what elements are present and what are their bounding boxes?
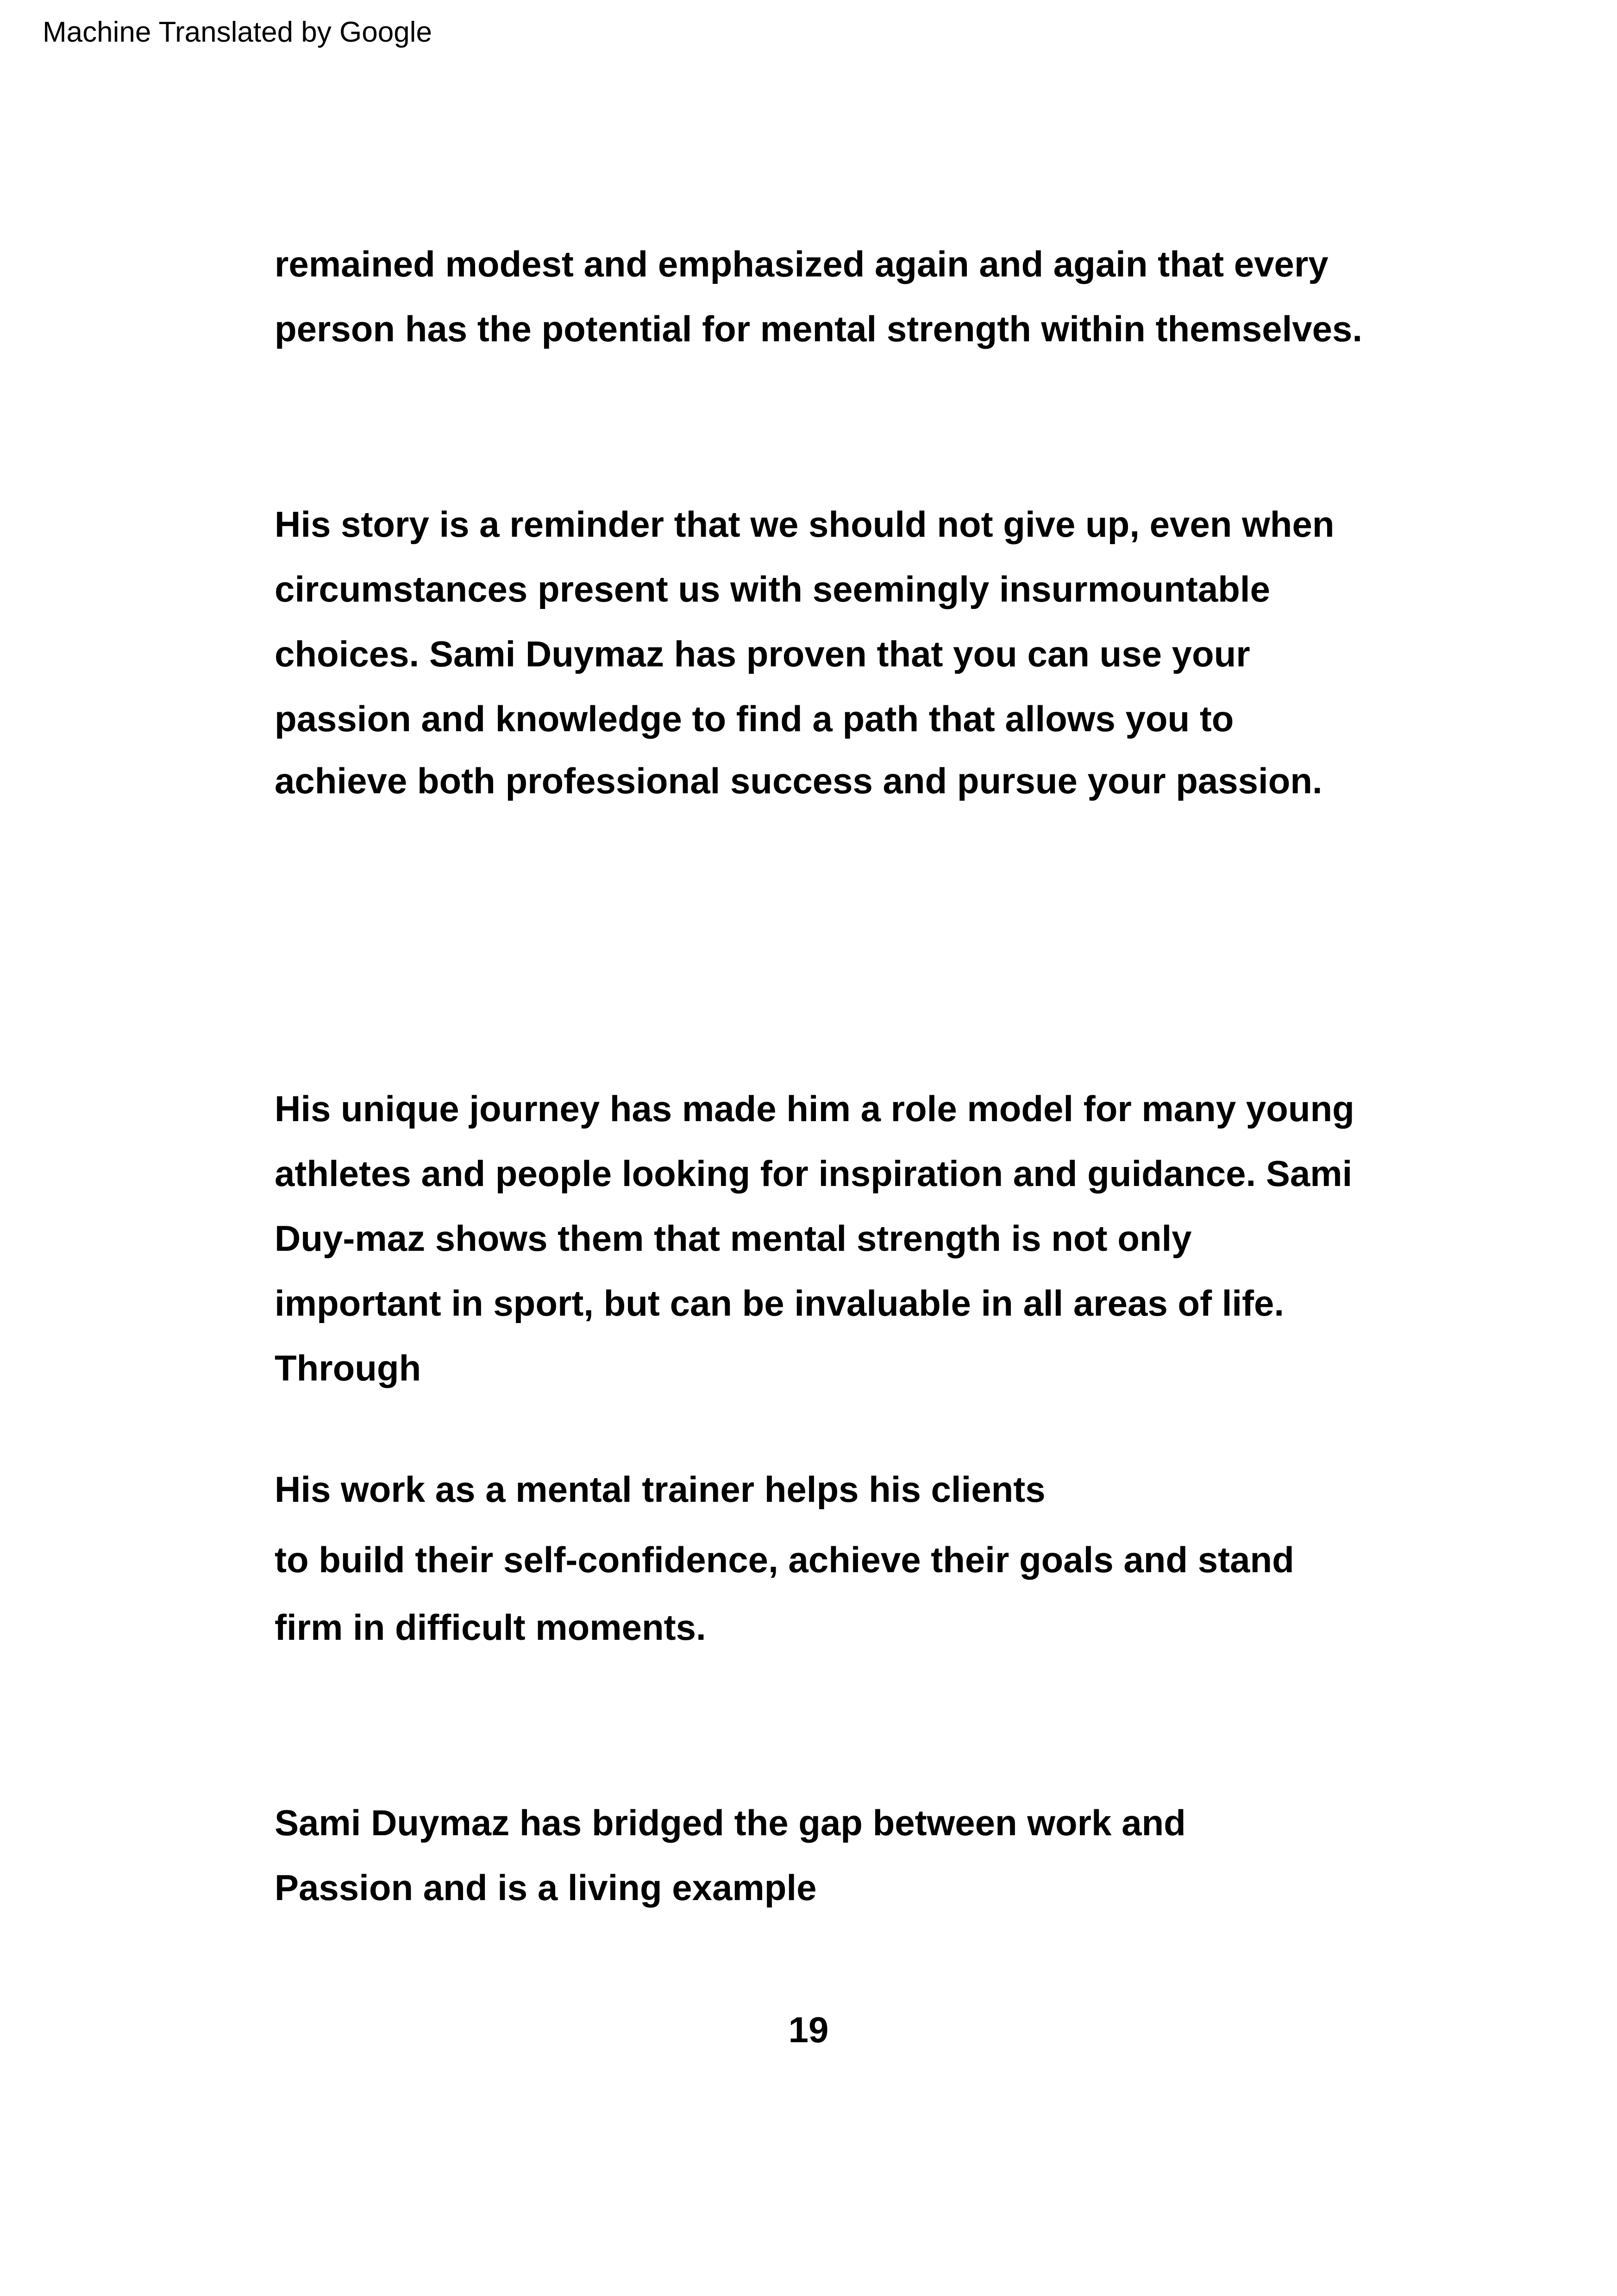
paragraph-2-line-4: passion and knowledge to find a path that allows you to bbox=[275, 698, 1234, 739]
paragraph-3-line-4: important in sport, but can be invaluable in all areas of life. bbox=[275, 1283, 1285, 1324]
paragraph-5-line-1: Sami Duymaz has bridged the gap between work and bbox=[275, 1802, 1186, 1843]
paragraph-2-line-5: achieve both professional success and pursue your passion. bbox=[275, 760, 1322, 801]
paragraph-3-line-1: His unique journey has made him a role model for many young bbox=[275, 1088, 1354, 1129]
paragraph-2-line-3: choices. Sami Duymaz has proven that you can use your bbox=[275, 634, 1250, 674]
paragraph-3-line-5: Through bbox=[275, 1348, 421, 1388]
paragraph-2-line-1: His story is a reminder that we should not give up, even when bbox=[275, 504, 1335, 545]
paragraph-3-line-2: athletes and people looking for inspiration and guidance. Sami bbox=[275, 1153, 1353, 1194]
paragraph-4-line-2: to build their self-confidence, achieve their goals and stand bbox=[275, 1539, 1294, 1580]
paragraph-3-line-3: Duy-maz shows them that mental strength is not only bbox=[275, 1218, 1192, 1259]
paragraph-1-line-2: person has the potential for mental strength within themselves. bbox=[275, 308, 1363, 349]
machine-translation-banner: Machine Translated by Google bbox=[43, 16, 432, 48]
paragraph-4-line-1: His work as a mental trainer helps his clients bbox=[275, 1469, 1046, 1510]
paragraph-5-line-2: Passion and is a living example bbox=[275, 1867, 817, 1908]
page-number: 19 bbox=[788, 2009, 829, 2050]
paragraph-4-line-3: firm in difficult moments. bbox=[275, 1607, 706, 1648]
paragraph-1-line-1: remained modest and emphasized again and again that every bbox=[275, 244, 1329, 284]
paragraph-2-line-2: circumstances present us with seemingly insurmountable bbox=[275, 569, 1270, 609]
